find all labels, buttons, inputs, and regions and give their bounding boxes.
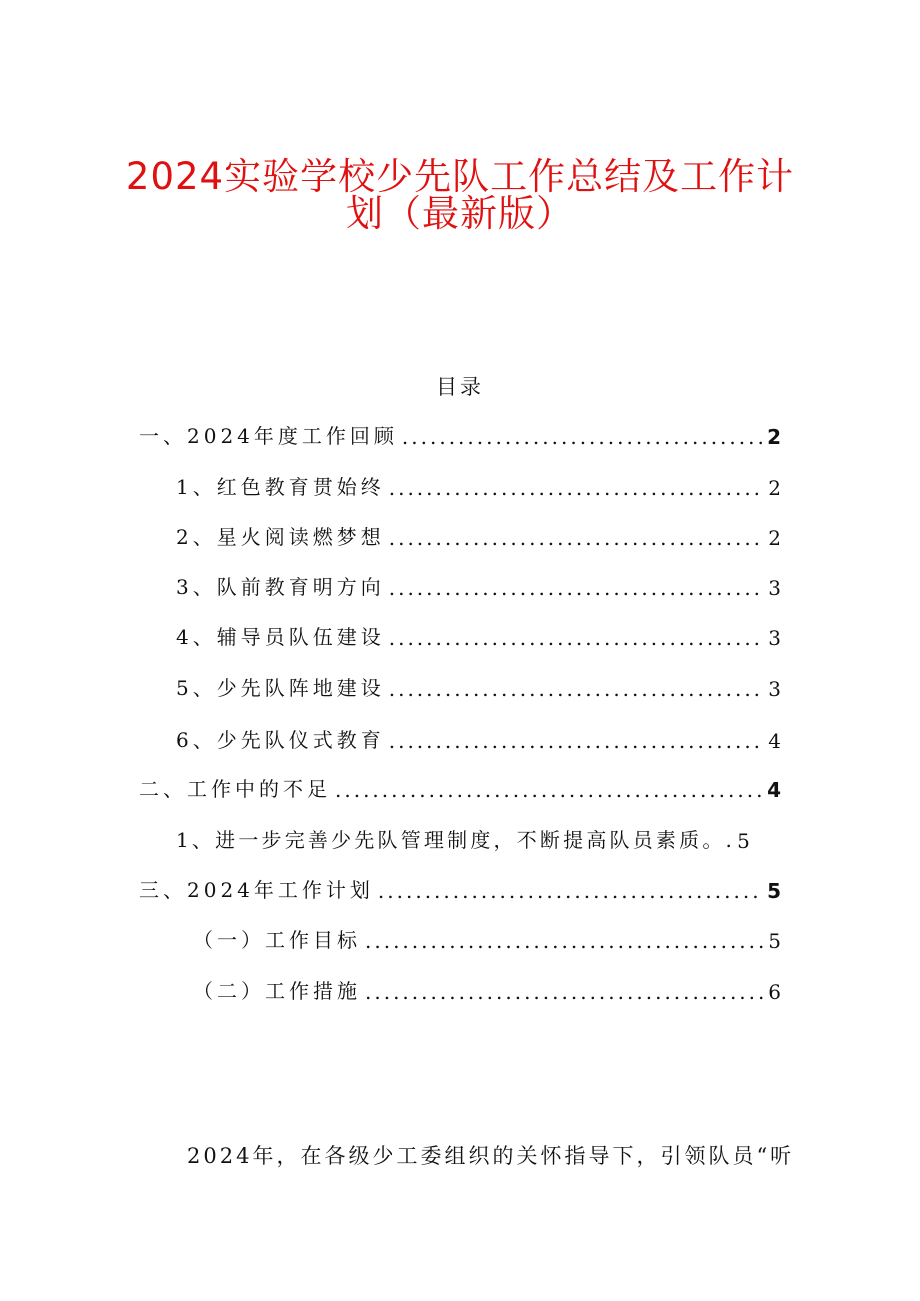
document-title-line-2: 划（最新版） (346, 192, 574, 235)
toc-leader-dots (378, 879, 763, 903)
toc-leader-dots (389, 526, 763, 550)
toc-leader-dots (389, 729, 763, 753)
toc-entry-page: 5 (768, 929, 781, 953)
toc-leader-dots (402, 425, 763, 449)
toc-entry-page: 5 (737, 829, 750, 853)
toc-heading: 目录 (436, 375, 484, 399)
toc-entry-page: 2 (768, 476, 781, 500)
toc-entry-page: 4 (767, 778, 781, 802)
toc-entry-label: 2、星火阅读燃梦想 (176, 525, 385, 549)
toc-entry-page: 2 (768, 526, 781, 550)
toc-leader-dots (389, 476, 763, 500)
toc-entry-label: 1、进一步完善少先队管理制度，不断提高队员素质。. (176, 828, 736, 852)
toc-entry[interactable] (176, 522, 781, 550)
toc-entry[interactable] (176, 572, 781, 600)
toc-entry-label: 二、工作中的不足 (139, 777, 331, 801)
toc-entry-page: 4 (768, 729, 781, 753)
toc-entry-page: 3 (768, 677, 781, 701)
toc-entry[interactable] (176, 472, 781, 500)
toc-entry-page: 5 (767, 879, 781, 903)
toc-entry[interactable] (139, 875, 781, 903)
toc-entry-label: 4、辅导员队伍建设 (176, 625, 385, 649)
toc-entry[interactable] (176, 622, 781, 650)
toc-entry-label: （一）工作目标 (193, 928, 361, 952)
toc-entry[interactable] (176, 725, 781, 753)
toc-entry-label: 6、少先队仪式教育 (176, 728, 385, 752)
toc-entry[interactable] (139, 421, 781, 449)
toc-leader-dots (335, 778, 763, 802)
toc-leader-dots (365, 929, 763, 953)
toc-entry-page: 6 (768, 980, 781, 1004)
toc-leader-dots (389, 576, 763, 600)
toc-entry-label: 3、队前教育明方向 (176, 575, 385, 599)
document-title-line-1: 2024实验学校少先队工作总结及工作计 (125, 155, 795, 198)
toc-entry-label: 一、2024年度工作回顾 (139, 424, 398, 448)
toc-entry-label: 5、少先队阵地建设 (176, 676, 385, 700)
toc-entry-label: 1、红色教育贯始终 (176, 475, 385, 499)
body-paragraph-first-line: 2024年，在各级少工委组织的关怀指导下，引领队员“听 (187, 1144, 795, 1168)
toc-entry-page: 3 (768, 626, 781, 650)
toc-leader-dots (365, 980, 763, 1004)
toc-entry[interactable] (193, 976, 781, 1004)
toc-entry-label: 三、2024年工作计划 (139, 878, 374, 902)
toc-leader-dots (389, 677, 763, 701)
toc-entry[interactable] (139, 774, 781, 802)
toc-entry-page: 2 (767, 425, 781, 449)
toc-entry[interactable] (176, 673, 781, 701)
toc-entry-label: （二）工作措施 (193, 979, 361, 1003)
toc-leader-dots (389, 626, 763, 650)
toc-entry-page: 3 (768, 576, 781, 600)
toc-entry[interactable] (176, 825, 781, 853)
toc-entry[interactable] (193, 925, 781, 953)
